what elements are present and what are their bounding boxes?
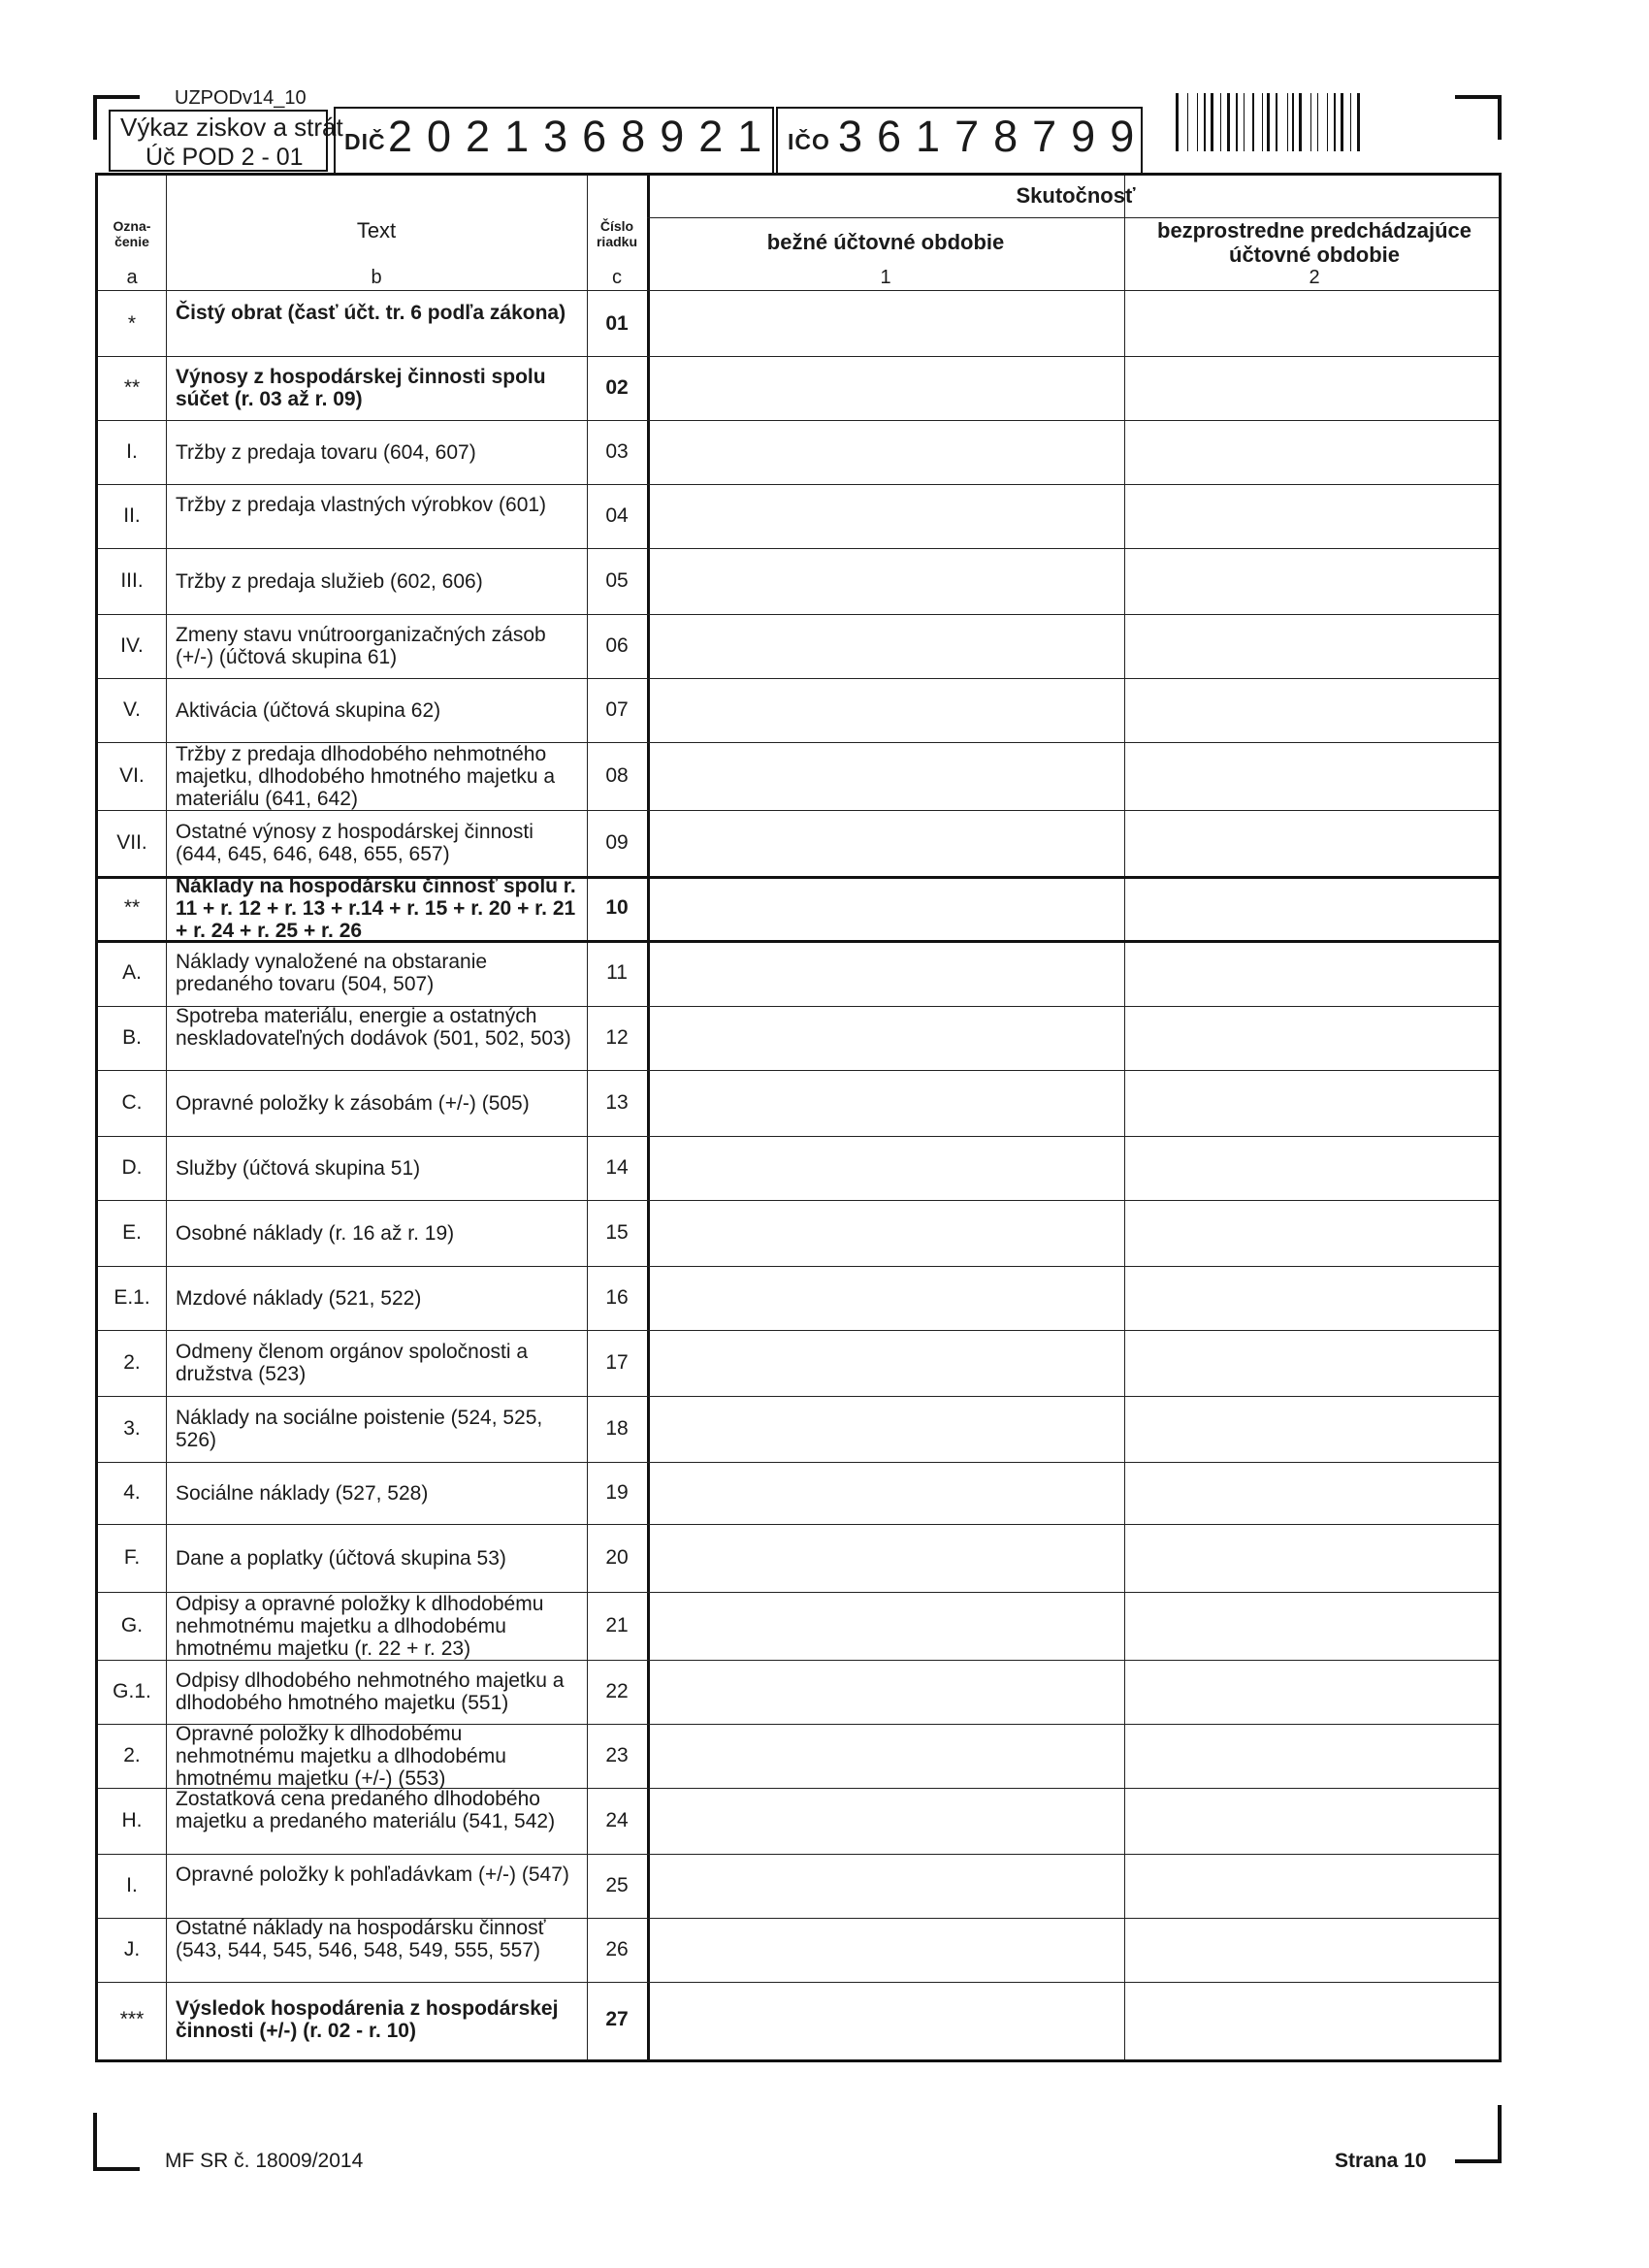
row-number: 26 <box>605 1938 629 1960</box>
current-period-title: bežné účtovné obdobie <box>766 230 1005 254</box>
row-number: 27 <box>605 2008 629 2030</box>
previous-period-cell[interactable] <box>1125 1592 1502 1660</box>
ico-value: 36178799 <box>838 112 1149 161</box>
barcode-bar <box>1262 93 1263 151</box>
row-mark: E.1. <box>113 1286 150 1309</box>
dic-value: 2021368921 <box>388 112 777 161</box>
previous-period-cell[interactable] <box>1125 420 1502 484</box>
current-period-cell[interactable] <box>650 356 1124 420</box>
row-number: 24 <box>605 1809 629 1831</box>
row-text: Odpisy dlhodobého nehmotného majetku a dlhodobého hmotného majetku (551) <box>176 1669 565 1714</box>
previous-period-cell[interactable] <box>1125 1200 1502 1266</box>
barcode-bar <box>1341 93 1343 151</box>
current-period-number: 1 <box>880 267 891 288</box>
barcode-bar <box>1252 93 1254 151</box>
barcode-bar <box>1334 93 1336 151</box>
previous-period-cell[interactable] <box>1125 876 1502 940</box>
row-mark: B. <box>122 1026 142 1049</box>
row-mark: G. <box>120 1614 144 1636</box>
row-number: 01 <box>605 312 629 335</box>
previous-period-cell[interactable] <box>1125 678 1502 742</box>
row-text: Tržby z predaja služieb (602, 606) <box>176 569 483 593</box>
barcode-bar <box>1310 93 1311 151</box>
row-number: 13 <box>605 1091 629 1114</box>
form-code: UZPODv14_10 <box>175 87 307 109</box>
row-number: 07 <box>605 698 629 721</box>
current-period-cell[interactable] <box>650 1524 1124 1592</box>
current-period-cell[interactable] <box>650 940 1124 1006</box>
row-mark: I. <box>126 440 138 463</box>
current-period-cell[interactable] <box>650 420 1124 484</box>
barcode-icon <box>1176 93 1410 151</box>
corner-mark-top-right-v <box>1498 95 1502 140</box>
column-text-title: Text <box>356 218 397 243</box>
current-period-cell[interactable] <box>650 1006 1124 1070</box>
current-period-cell[interactable] <box>650 614 1124 678</box>
corner-mark-top-right <box>1455 95 1502 99</box>
row-text: Zostatková cena predaného dlhodobého majetku a predaného materiálu (541, 542) <box>176 1787 556 1832</box>
row-text: Tržby z predaja dlhodobého nehmotného majetku, dlhodobého hmotného majetku a materiálu (641, 642) <box>176 742 556 810</box>
barcode-bar <box>1211 93 1213 151</box>
row-text: Opravné položky k dlhodobému nehmotnému majetku a dlhodobému hmotnému majetku (+/-) (553) <box>176 1722 506 1790</box>
row-mark: VII. <box>116 831 147 854</box>
previous-period-cell[interactable] <box>1125 940 1502 1006</box>
row-number: 14 <box>605 1156 629 1179</box>
row-mark: II. <box>123 504 141 527</box>
previous-period-title: bezprostredne predchádzajúce účtovné obdobie <box>1157 218 1471 268</box>
current-period-cell[interactable] <box>650 742 1124 810</box>
current-period-cell[interactable] <box>650 1918 1124 1982</box>
row-number: 22 <box>605 1680 629 1702</box>
row-text: Mzdové náklady (521, 522) <box>176 1286 422 1310</box>
current-period-cell[interactable] <box>650 484 1124 548</box>
row-text: Spotreba materiálu, energie a ostatných neskladovateľných dodávok (501, 502, 503) <box>176 1004 571 1050</box>
barcode-bar <box>1267 93 1270 151</box>
current-period-cell[interactable] <box>650 1200 1124 1266</box>
row-number: 05 <box>605 569 629 592</box>
row-text: Dane a poplatky (účtová skupina 53) <box>176 1546 506 1570</box>
corner-mark-bottom-left-v <box>93 2113 97 2171</box>
row-number: 12 <box>605 1026 629 1049</box>
row-mark: 2. <box>123 1351 141 1374</box>
row-mark: VI. <box>119 764 145 787</box>
previous-period-cell[interactable] <box>1125 1330 1502 1396</box>
row-text: Odmeny členom orgánov spoločnosti a družstva (523) <box>176 1341 529 1385</box>
current-period-cell[interactable] <box>650 1660 1124 1724</box>
row-text: Náklady vynaložené na obstaranie predaného tovaru (504, 507) <box>176 951 488 995</box>
corner-mark-bottom-right-v <box>1498 2105 1502 2163</box>
row-number: 21 <box>605 1614 629 1636</box>
row-number: 09 <box>605 831 629 854</box>
previous-period-cell[interactable] <box>1125 810 1502 876</box>
previous-period-cell[interactable] <box>1125 356 1502 420</box>
row-mark: G.1. <box>113 1680 151 1702</box>
row-mark: J. <box>123 1938 141 1960</box>
row-mark: V. <box>123 698 141 721</box>
row-number: 25 <box>605 1874 629 1896</box>
previous-period-cell[interactable] <box>1125 548 1502 614</box>
row-mark: ** <box>123 376 141 399</box>
row-mark: 4. <box>123 1481 141 1504</box>
row-mark: * <box>127 312 137 335</box>
barcode-bar <box>1276 93 1277 151</box>
current-period-cell[interactable] <box>650 1462 1124 1524</box>
column-number-title: Číslo riadku <box>596 218 637 250</box>
row-text: Služby (účtová skupina 51) <box>176 1156 421 1180</box>
corner-mark-bottom-left <box>93 2167 140 2171</box>
row-number: 18 <box>605 1417 629 1440</box>
column-mark-letter: a <box>126 267 138 288</box>
previous-period-cell[interactable] <box>1125 1136 1502 1200</box>
row-text: Zmeny stavu vnútroorganizačných zásob (+/-) (účtová skupina 61) <box>176 624 546 668</box>
row-mark: I. <box>126 1874 138 1896</box>
current-period-cell[interactable] <box>650 876 1124 940</box>
current-period-cell[interactable] <box>650 1982 1124 2057</box>
current-period-cell[interactable] <box>650 548 1124 614</box>
row-number: 04 <box>605 504 629 527</box>
row-text: Výnosy z hospodárskej činnosti spolu súčet (r. 03 až r. 09) <box>176 366 546 410</box>
current-period-cell[interactable] <box>650 678 1124 742</box>
row-number: 03 <box>605 440 629 463</box>
barcode-bar <box>1287 93 1288 151</box>
row-text: Výsledok hospodárenia z hospodárskej činnosti (+/-) (r. 02 - r. 10) <box>176 1997 559 2042</box>
row-text: Ostatné náklady na hospodársku činnosť (543, 544, 545, 546, 548, 549, 555, 557) <box>176 1916 546 1961</box>
current-period-cell[interactable] <box>650 1592 1124 1660</box>
row-number: 15 <box>605 1221 629 1244</box>
row-mark: *** <box>119 2008 145 2030</box>
row-text: Náklady na hospodársku činnosť spolu r. 11 + r. 12 + r. 13 + r.14 + r. 15 + r. 20 + r. 21 + r. 24 + r. 25 + r. 26 <box>176 874 576 942</box>
previous-period-cell[interactable] <box>1125 614 1502 678</box>
barcode-bar <box>1197 93 1198 151</box>
current-period-cell[interactable] <box>650 1788 1124 1854</box>
row-mark: F. <box>123 1546 141 1569</box>
barcode-bar <box>1187 93 1188 151</box>
row-mark: IV. <box>120 634 144 657</box>
row-text: Opravné položky k zásobám (+/-) (505) <box>176 1091 530 1115</box>
corner-mark-top-left-v <box>93 95 97 140</box>
previous-period-number: 2 <box>1309 267 1320 288</box>
barcode-bar <box>1327 93 1328 151</box>
previous-period-cell[interactable] <box>1125 1524 1502 1592</box>
header-divider <box>98 290 1499 291</box>
row-number: 02 <box>605 376 629 399</box>
current-period-cell[interactable] <box>650 1854 1124 1918</box>
row-mark: D. <box>121 1156 143 1179</box>
current-period-cell[interactable] <box>650 1724 1124 1788</box>
row-number: 17 <box>605 1351 629 1374</box>
row-text: Čistý obrat (časť účt. tr. 6 podľa zákona) <box>176 302 566 324</box>
current-period-cell[interactable] <box>650 1266 1124 1330</box>
row-text: Aktivácia (účtová skupina 62) <box>176 698 441 722</box>
barcode-bar <box>1317 93 1318 151</box>
previous-period-cell[interactable] <box>1125 742 1502 810</box>
row-number: 11 <box>606 961 628 984</box>
row-text: Opravné položky k pohľadávkam (+/-) (547) <box>176 1863 569 1886</box>
barcode-bar <box>1244 93 1245 151</box>
barcode-bar <box>1176 93 1179 151</box>
form-subtitle: Úč POD 2 - 01 <box>146 144 304 171</box>
row-text: Náklady na sociálne poistenie (524, 525, 526) <box>176 1407 543 1451</box>
previous-period-cell[interactable] <box>1125 1006 1502 1070</box>
previous-period-cell[interactable] <box>1125 292 1502 356</box>
page-number: Strana 10 <box>1335 2150 1427 2172</box>
row-mark: A. <box>122 961 142 984</box>
previous-period-cell[interactable] <box>1125 1854 1502 1918</box>
skutocnost-title: Skutočnosť <box>1016 183 1136 208</box>
row-mark: E. <box>122 1221 142 1244</box>
profit-loss-table <box>95 173 1502 2062</box>
barcode-bar <box>1350 93 1351 151</box>
row-text: Odpisy a opravné položky k dlhodobému nehmotnému majetku a dlhodobému hmotnému majetku (r. 22 + r. 23) <box>176 1592 544 1660</box>
current-period-cell[interactable] <box>650 1136 1124 1200</box>
barcode-bar <box>1299 93 1302 151</box>
previous-period-cell[interactable] <box>1125 1660 1502 1724</box>
barcode-bar <box>1227 93 1230 151</box>
footer-form-reference: MF SR č. 18009/2014 <box>165 2150 364 2172</box>
previous-period-cell[interactable] <box>1125 1396 1502 1462</box>
row-number: 10 <box>605 896 629 919</box>
corner-mark-bottom-right <box>1455 2159 1502 2163</box>
current-period-cell[interactable] <box>650 1070 1124 1136</box>
column-mark-title: Ozna- čenie <box>113 218 151 250</box>
previous-period-cell[interactable] <box>1125 1266 1502 1330</box>
form-title: Výkaz ziskov a strát <box>120 113 343 142</box>
previous-period-cell[interactable] <box>1125 1724 1502 1788</box>
barcode-bar <box>1292 93 1294 151</box>
row-number: 23 <box>605 1744 629 1766</box>
column-number-letter: c <box>612 267 622 288</box>
row-mark: 2. <box>123 1744 141 1766</box>
barcode-bar <box>1204 93 1206 151</box>
row-number: 06 <box>605 634 629 657</box>
barcode-bar <box>1236 93 1238 151</box>
previous-period-cell[interactable] <box>1125 1918 1502 1982</box>
ico-label: IČO <box>788 129 830 154</box>
row-number: 20 <box>605 1546 629 1569</box>
previous-period-cell[interactable] <box>1125 1982 1502 2057</box>
current-period-cell[interactable] <box>650 1330 1124 1396</box>
barcode-bar <box>1220 93 1221 151</box>
row-number: 19 <box>605 1481 629 1504</box>
row-mark: ** <box>123 896 141 919</box>
current-period-cell[interactable] <box>650 810 1124 876</box>
row-text: Ostatné výnosy z hospodárskej činnosti (644, 645, 646, 648, 655, 657) <box>176 821 534 865</box>
current-period-cell[interactable] <box>650 292 1124 356</box>
column-divider <box>166 176 167 2059</box>
previous-period-cell[interactable] <box>1125 1462 1502 1524</box>
row-mark: III. <box>120 569 144 592</box>
row-text: Tržby z predaja tovaru (604, 607) <box>176 440 476 464</box>
row-number: 16 <box>605 1286 629 1309</box>
row-mark: C. <box>121 1091 143 1114</box>
dic-label: DIČ <box>344 129 386 154</box>
row-text: Sociálne náklady (527, 528) <box>176 1481 429 1505</box>
current-period-cell[interactable] <box>650 1396 1124 1462</box>
column-text-letter: b <box>371 267 382 288</box>
corner-mark-top-left <box>93 95 140 99</box>
previous-period-cell[interactable] <box>1125 484 1502 548</box>
row-text: Tržby z predaja vlastných výrobkov (601) <box>176 494 547 516</box>
row-number: 08 <box>605 764 629 787</box>
previous-period-cell[interactable] <box>1125 1070 1502 1136</box>
barcode-bar <box>1357 93 1360 151</box>
previous-period-cell[interactable] <box>1125 1788 1502 1854</box>
row-text: Osobné náklady (r. 16 až r. 19) <box>176 1221 455 1245</box>
row-mark: 3. <box>123 1417 141 1440</box>
row-mark: H. <box>121 1809 143 1831</box>
